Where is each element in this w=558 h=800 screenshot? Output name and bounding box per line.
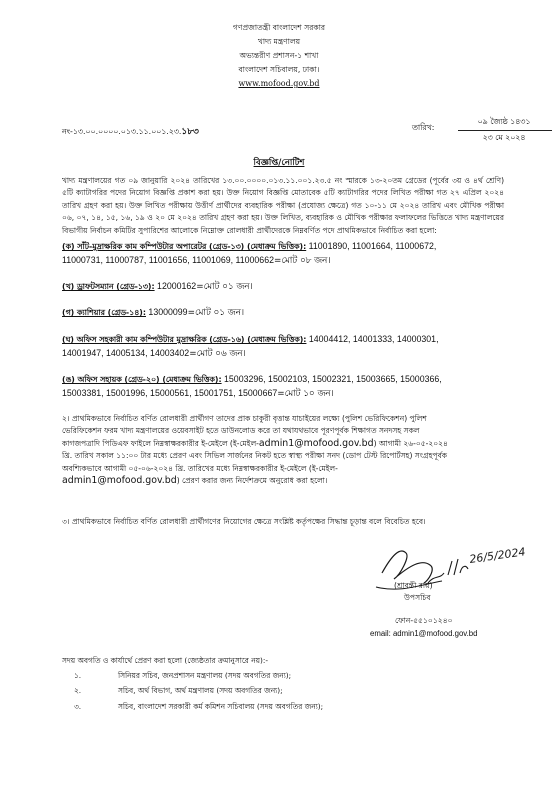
section-total: =মোট ০৬ জন। bbox=[189, 349, 246, 359]
office-address: বাংলাদেশ সচিবালয়, ঢাকা। bbox=[238, 65, 320, 74]
section-total: =মোট ১০ জন। bbox=[277, 389, 334, 399]
para2-text: ) আগামী ২৬-০৫-২০২৪ bbox=[373, 438, 448, 448]
section-total: =মোট ০৮ জন। bbox=[273, 256, 331, 266]
section-heading: (ক) সাঁট-মুদ্রাক্ষরিক কাম কম্পিউটার অপারেটর (গ্রেড-১৩) (মেধাক্রম ভিত্তিক): bbox=[62, 242, 307, 251]
paragraph-2 bbox=[62, 413, 504, 487]
section-umo bbox=[62, 373, 504, 401]
roll-numbers: 12000162 bbox=[154, 281, 197, 291]
cc-item-text: সচিব, অর্থ বিভাগ, অর্থ মন্ত্রণালয় (সদয় অবগতির জন্য); bbox=[118, 686, 283, 695]
email-link[interactable]: admin1@mofood.gov.bd bbox=[258, 437, 374, 449]
section-total: =মোট ০১ জন। bbox=[187, 308, 245, 318]
cc-item-text: সচিব, বাংলাদেশ সরকারী কর্ম কমিশন সচিবালয় (সদয় অবগতির জন্য); bbox=[118, 702, 324, 711]
notice-title: বিজ্ঞপ্তি/নোটিশ bbox=[253, 158, 305, 168]
section-heading: (ঘ) অফিস সহকারী কাম কম্পিউটার মুদ্রাক্ষরিক (গ্রেড-১৬) (মেধাক্রম ভিত্তিক): bbox=[62, 335, 307, 344]
section-kha bbox=[62, 280, 504, 294]
signatory-designation: উপসচিব bbox=[404, 593, 431, 602]
section-ka bbox=[62, 240, 504, 268]
cc-item-number: ৩. bbox=[74, 702, 82, 711]
para2-text: ) প্রেরণ করার জন্য নির্দেশক্রমে অনুরোধ করা হলো। bbox=[176, 476, 328, 486]
section-gha bbox=[62, 333, 504, 361]
roll-numbers: 11000731, 11000787, 11001656, 11001069, 11000662 bbox=[62, 255, 274, 265]
memo-number bbox=[62, 124, 199, 139]
cc-item-text: সিনিয়র সচিব, জনপ্রশাসন মন্ত্রণালয় (সদয় অবগতির জন্য); bbox=[118, 671, 292, 680]
section-ga bbox=[62, 306, 504, 320]
section-heading: (খ) ড্রাফটসম্যান (গ্রেড-১৩): bbox=[62, 282, 155, 291]
para2-line: ২। প্রাথমিকভাবে নির্বাচিত বর্ণিত রোলধারী প্রার্থীগণ তাদের প্রাক চাকুরী বৃত্তান্ত যাচাইয়ের লক্ষ্যে (পুলিশ ভেরিফিকেশন) পুলিশ bbox=[62, 414, 427, 423]
para2-line bbox=[62, 438, 504, 450]
handwritten-date: 26/5/2024 bbox=[468, 545, 527, 566]
para2-line: ভেরিফিকেশন ফরম খাদ্য মন্ত্রণালয়ের ওয়েবসাইট হতে ডাউনলোড করে তা যথাযথভাবে পূরণপূর্বক শিক্ষাগত সনদসহ সকল bbox=[62, 426, 420, 436]
signatory-phone: ফোন-৫৫১০১২৪০ bbox=[395, 616, 453, 625]
ministry-name: খাদ্য মন্ত্রণালয় bbox=[257, 37, 301, 46]
para2-line: খ্রি. তারিখ সকাল ১১:০০ টার মধ্যে প্রেরণ এবং সিভিল সার্জনের নিকট হতে স্বাস্থ্য পরীক্ষা সনদ (ডোপ টেস্ট রিপোর্টসহ) সংগ্রহপূর্বক bbox=[62, 451, 448, 461]
section-name: অভ্যন্তরীণ প্রশাসন-১ শাখা bbox=[239, 51, 319, 60]
email-link[interactable]: admin1@mofood.gov.bd bbox=[62, 475, 177, 487]
date-english: ২৩ মে ২০২৪ bbox=[482, 133, 526, 142]
memo-prefix: নং-১৩.০০.০০০০.০১৩.১১.০০১.২৩. bbox=[62, 127, 182, 136]
date-bangla: ০৯ জ্যৈষ্ঠ ১৪৩১ bbox=[477, 117, 531, 126]
roll-numbers: 14001947, 14005134, 14003402 bbox=[62, 348, 190, 358]
roll-numbers: 13000099 bbox=[145, 307, 188, 317]
cc-item-number: ২. bbox=[74, 686, 82, 695]
cc-item-number: ১. bbox=[74, 671, 82, 680]
roll-numbers: 11001890, 11001664, 11000672, bbox=[306, 241, 437, 251]
memo-serial: ১৮৩ bbox=[181, 127, 199, 137]
section-total: =মোট ০১ জন। bbox=[196, 282, 253, 292]
website-link[interactable]: www.mofood.gov.bd bbox=[238, 79, 320, 88]
date-divider bbox=[458, 130, 552, 131]
roll-numbers: 15003381, 15001996, 15000561, 15001751, 15000667 bbox=[62, 388, 278, 398]
date-label: তারিখ: bbox=[412, 123, 435, 132]
section-heading: (ঙ) অফিস সহায়ক (গ্রেড-২০) (মেধাক্রম ভিত্তিক): bbox=[62, 375, 222, 384]
para2-line: অবশ্যিকভাবে আগামী ০৫-০৬-২০২৪ খ্রি. তারিখের মধ্যে নিম্নস্বাক্ষরকারীর ই-মেইলে (ই-মেইল- bbox=[62, 463, 338, 473]
cc-intro: সদয় অবগতি ও কার্যার্থে প্রেরণ করা হলো (জ্যেষ্ঠতার ক্রমানুসারে নয়):- bbox=[62, 656, 269, 665]
para2-line bbox=[62, 475, 504, 487]
handwritten-signature bbox=[370, 535, 530, 605]
para2-text: কাগজপত্রাদি পিডিএফ ফাইলে নিম্নস্বাক্ষরকারীর ই-মেইলে (ই-মেইল- bbox=[62, 438, 259, 448]
signatory-name: (শ্রাবন্তী রায়) bbox=[394, 581, 433, 590]
roll-numbers: 15003296, 15002103, 15002321, 15003665, 15000366, bbox=[221, 374, 442, 384]
signatory-email[interactable]: email: admin1@mofood.gov.bd bbox=[370, 629, 478, 638]
intro-paragraph: খাদ্য মন্ত্রণালয়ের গত ০৯ জানুয়ারি ২০২৪ তারিখের ১৩.০০.০০০০.০১৩.১১.০০১.২৩.৫ নং স্মারকে ১৩-২০তম গ্রেডের (পূর্বের ৩য় ও ৪র্থ শ্রেণি) ৫টি ক্যাটাগরির পদের নিয়োগ বিজ্ঞপ্তি প্রকাশ করা হয়। উক্ত নিয়োগ বিজ্ঞপ্তি মোতাবেক ৫টি ক্যাটাগরির পদের লিখিত পরীক্ষা গত ২৭ এপ্রিল ২০২৪ তারিখ গ্রহণ করা হয়। উক্ত লিখিত পরীক্ষায় উত্তীর্ণ প্রার্থীদের ব্যবহারিক পরীক্ষা (প্রযোজ্য ক্ষেত্রে) গত ১০-১১ মে ২০২৪ তারিখ এবং মৌখিক পরীক্ষা ০৬, ০৭, ১৪, ১৫, ১৬, ১৯ ও ২০ মে ২০২৪ তারিখ গ্রহণ করা হয়। উক্ত লিখিত, ব্যবহারিক ও মৌখিক পরীক্ষার ফলাফলের ভিত্তিতে খাদ্য মন্ত্রণালয়ের বিভাগীয় নির্বাচন কমিটির সুপারিশের আলোকে নিম্নোক্ত রোলধারী প্রার্থীদেরকে নিম্নবর্ণিত পদে প্রাথমিকভাবে নির্বাচিত করা হলো: bbox=[62, 176, 504, 235]
roll-numbers: 14004412, 14001333, 14000301, bbox=[306, 334, 439, 344]
section-heading: (গ) ক্যাশিয়ার (গ্রেড-১৪): bbox=[62, 308, 146, 317]
paragraph-3: ৩। প্রাথমিকভাবে নির্বাচিত বর্ণিত রোলধারী প্রার্থীগণের নিয়োগের ক্ষেত্রে সংশ্লিষ্ট কর্তৃপক্ষের সিদ্ধান্ত চূড়ান্ত বলে বিবেচিত হবে। bbox=[62, 517, 426, 526]
govt-name: গণপ্রজাতন্ত্রী বাংলাদেশ সরকার bbox=[232, 23, 326, 32]
